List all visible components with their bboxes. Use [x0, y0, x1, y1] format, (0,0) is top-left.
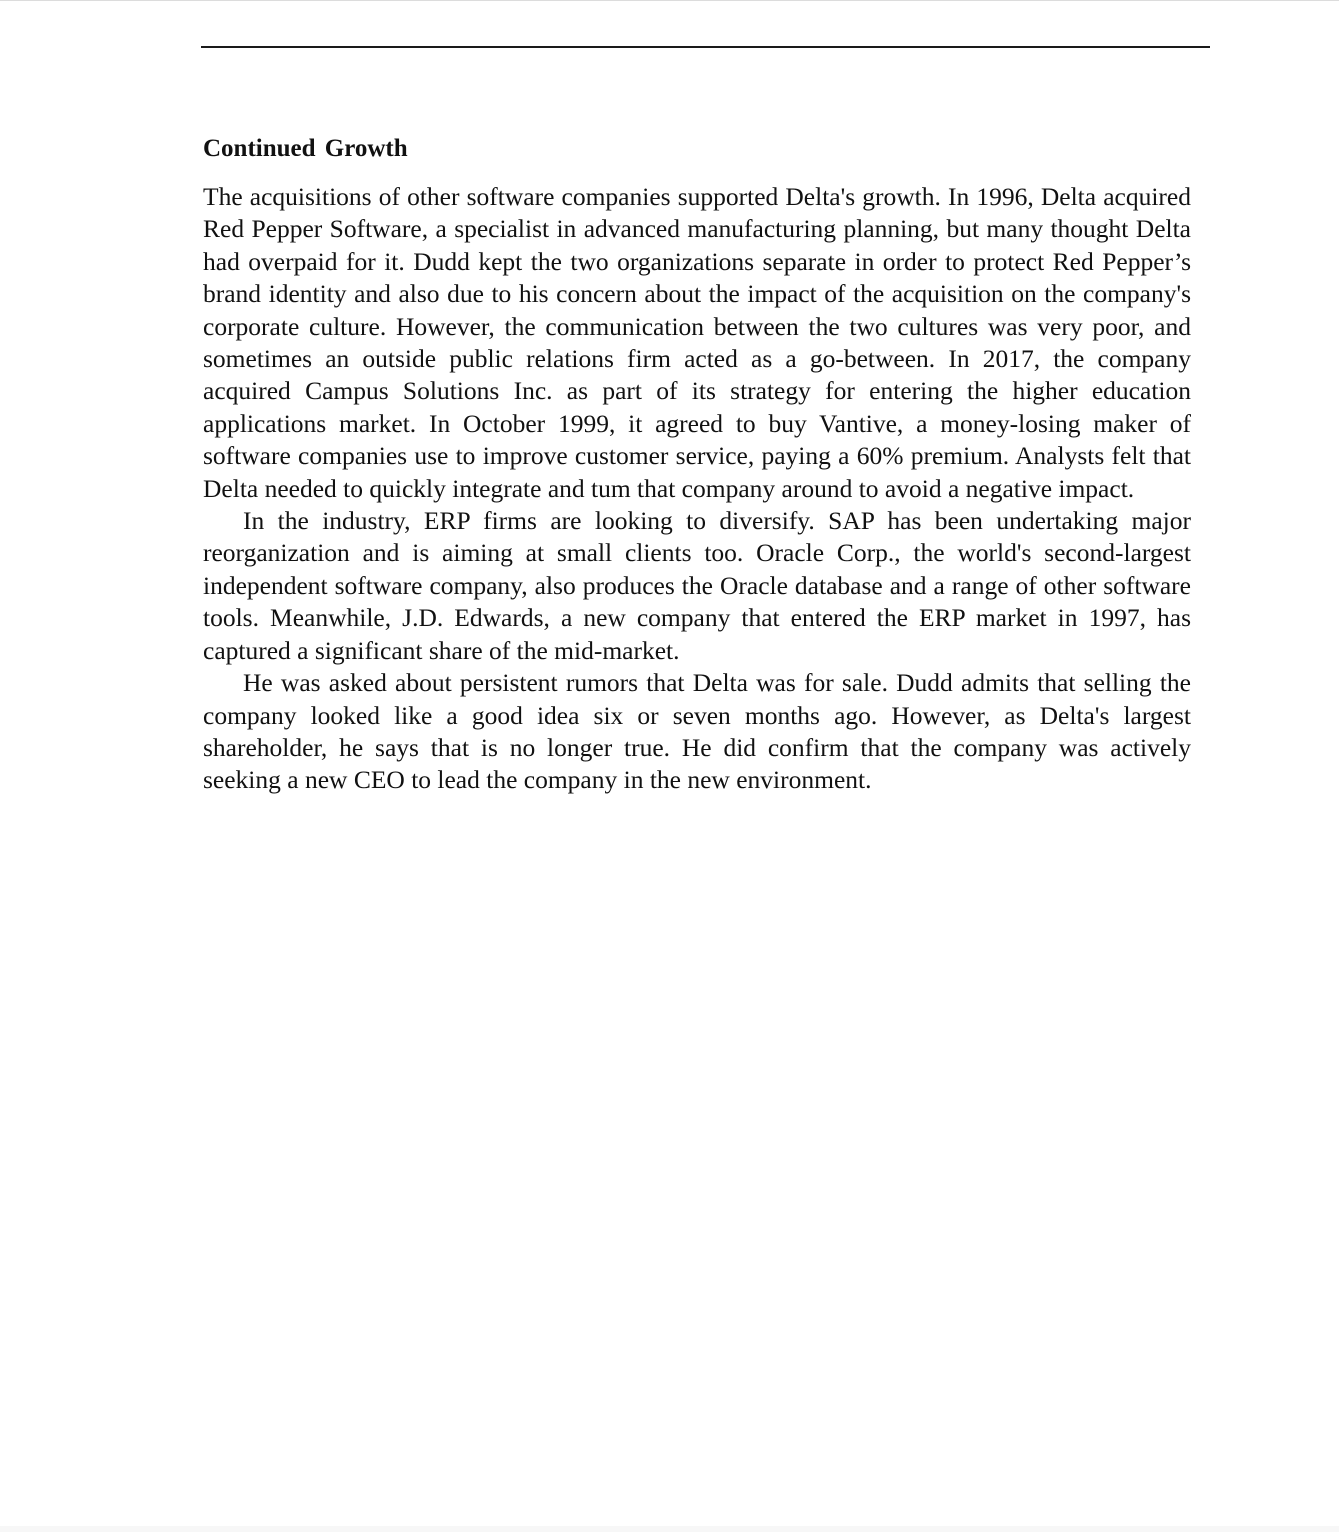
paragraph-acquisitions: The acquisitions of other software companies supported Delta's growth. In 1996, Delta acquired Red Pepper Software, a specialist in advanced manufacturing planning, but many thought Delta had overpaid for it. Dudd kept the two organizations separate in order to protect Red Pepper’s brand identity and also due to his concern about the impact of the acquisition on the company's corporate culture. However, the communication between the two cultures was very poor, and sometimes an outside public relations firm acted as a go-between. In 2017, the company acquired Campus Solutions Inc. as part of its strategy for entering the higher education applications market. In October 1999, it agreed to buy Vantive, a money-losing maker of software companies use to improve customer service, paying a 60% premium. Analysts felt that Delta needed to quickly integrate and tum that company around to avoid a negative impact.	[203, 182, 1191, 503]
paragraph-rumors: He was asked about persistent rumors that Delta was for sale. Dudd admits that selling the company looked like a good idea six or seven months ago. However, as Delta's largest shareholder, he says that is no longer true. He did confirm that the company was actively seeking a new CEO to lead the company in the new environment.	[203, 668, 1191, 795]
header-rule	[201, 46, 1210, 48]
section-heading: Continued Growth	[203, 135, 408, 162]
page-bottom-shade	[0, 1526, 1339, 1532]
document-body	[203, 131, 1191, 797]
paragraph-industry: In the industry, ERP firms are looking to diversify. SAP has been undertaking major reorganization and is aiming at small clients too. Oracle Corp., the world's second-largest independent software company, also produces the Oracle database and a range of other software tools. Meanwhile, J.D. Edwards, a new company that entered the ERP market in 1997, has captured a significant share of the mid-market.	[203, 506, 1191, 665]
page-top-border	[0, 0, 1339, 1]
